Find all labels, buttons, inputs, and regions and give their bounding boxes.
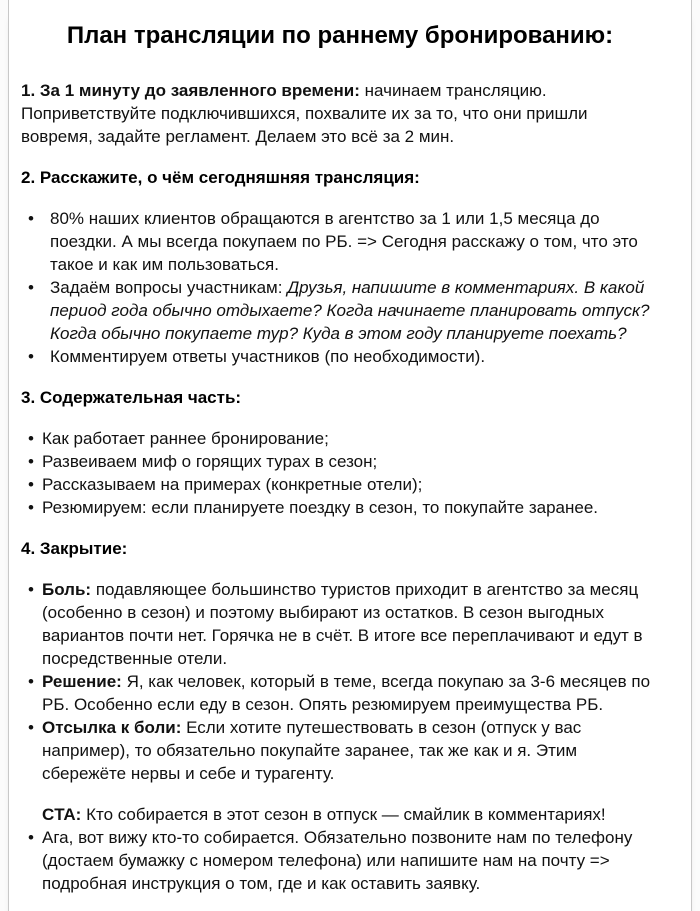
item-text-plain: Я, как человек, который в теме, всегда покупаю за 3-6 месяцев по РБ. Особенно если еду в сезон. Опять резюмируем преимущества РБ. bbox=[42, 672, 651, 714]
item-text bbox=[42, 670, 659, 716]
section-1-lead: 1. За 1 минуту до заявленного времени: bbox=[21, 81, 360, 100]
item-text-plain: Если хотите путешествовать в сезон (отпуск у вас например), то обязательно покупайте заранее, так же как и я. Этим сбережёте нервы и себе и турагенту. bbox=[42, 718, 582, 783]
bullet-icon: • bbox=[28, 429, 34, 448]
item-text-italic: Друзья, напишите в комментариях. В какой период года обычно отдыхаете? Когда начинаете планировать отпуск? Когда обычно покупаете тур? Куда в этом году планируете поехать? bbox=[50, 278, 650, 343]
list-item bbox=[28, 670, 659, 716]
item-text: Ага, вот вижу кто-то собирается. Обязательно позвоните нам по телефону (достаем бумажку с номером телефона) или напишите нам на почту => подробная инструкция о том, где и как оставить заявку. bbox=[42, 828, 633, 893]
bullet-icon: • bbox=[28, 278, 34, 297]
bullet-icon: • bbox=[28, 828, 34, 847]
section-4-final-list bbox=[21, 826, 659, 895]
item-text-plain: подавляющее большинство туристов приходит в агентство за месяц (особенно в сезон) и поэтому выбирают из остатков. В сезон выгодных вариантов почти нет. Горячка не в счёт. В итоге все переплачивают и едут в посредственные отели. bbox=[42, 580, 643, 668]
item-lead: Решение: bbox=[42, 672, 122, 691]
section-4-heading: 4. Закрытие: bbox=[21, 539, 128, 558]
list-item bbox=[28, 207, 659, 276]
item-lead: Отсылка к боли: bbox=[42, 718, 182, 737]
cta-lead: CTA: bbox=[42, 805, 82, 824]
item-text bbox=[42, 578, 659, 670]
bullet-icon: • bbox=[28, 209, 34, 228]
list-item bbox=[28, 578, 659, 670]
item-text bbox=[50, 276, 659, 345]
section-4-list bbox=[21, 578, 659, 785]
section-3-heading: 3. Содержательная часть: bbox=[21, 388, 242, 407]
bullet-icon: • bbox=[28, 672, 34, 691]
item-text bbox=[42, 716, 659, 785]
bullet-icon: • bbox=[28, 475, 34, 494]
bullet-icon: • bbox=[28, 498, 34, 517]
item-text: Как работает раннее бронирование; bbox=[42, 429, 329, 448]
list-item bbox=[28, 716, 659, 785]
list-item bbox=[28, 427, 659, 450]
item-text: Резюмируем: если планируете поездку в сезон, то покупайте заранее. bbox=[42, 498, 598, 517]
bullet-icon: • bbox=[28, 347, 34, 366]
item-text: 80% наших клиентов обращаются в агентство за 1 или 1,5 месяца до поездки. А мы всегда покупаем по РБ. => Сегодня расскажу о том, что это такое и как им пользоваться. bbox=[50, 209, 638, 274]
bullet-icon: • bbox=[28, 452, 34, 471]
item-text-plain: Задаём вопросы участникам: bbox=[50, 278, 288, 297]
section-1-paragraph bbox=[21, 79, 659, 148]
list-item bbox=[28, 473, 659, 496]
bullet-icon: • bbox=[28, 580, 34, 599]
item-text: Развеиваем миф о горящих турах в сезон; bbox=[42, 452, 378, 471]
section-2-heading: 2. Расскажите, о чём сегодняшняя трансляция: bbox=[21, 168, 420, 187]
page-title: План трансляции по раннему бронированию: bbox=[66, 22, 614, 49]
list-item bbox=[28, 345, 659, 368]
section-1-text: начинаем трансляцию. Поприветствуйте подключившихся, похвалите их за то, что они пришли вовремя, задайте регламент. Делаем это всё за 2 мин. bbox=[21, 81, 588, 146]
list-item bbox=[28, 496, 659, 519]
cta-paragraph bbox=[21, 803, 659, 826]
item-text: Рассказываем на примерах (конкретные отели); bbox=[42, 475, 423, 494]
bullet-icon: • bbox=[28, 718, 34, 737]
section-2-list bbox=[21, 207, 659, 368]
cta-text: Кто собирается в этот сезон в отпуск — смайлик в комментариях! bbox=[81, 805, 606, 824]
document-page bbox=[8, 0, 692, 911]
item-lead: Боль: bbox=[42, 580, 92, 599]
list-item bbox=[28, 450, 659, 473]
list-item bbox=[28, 276, 659, 345]
list-item bbox=[28, 826, 659, 895]
item-text: Комментируем ответы участников (по необходимости). bbox=[50, 347, 486, 366]
section-3-list bbox=[21, 427, 659, 519]
